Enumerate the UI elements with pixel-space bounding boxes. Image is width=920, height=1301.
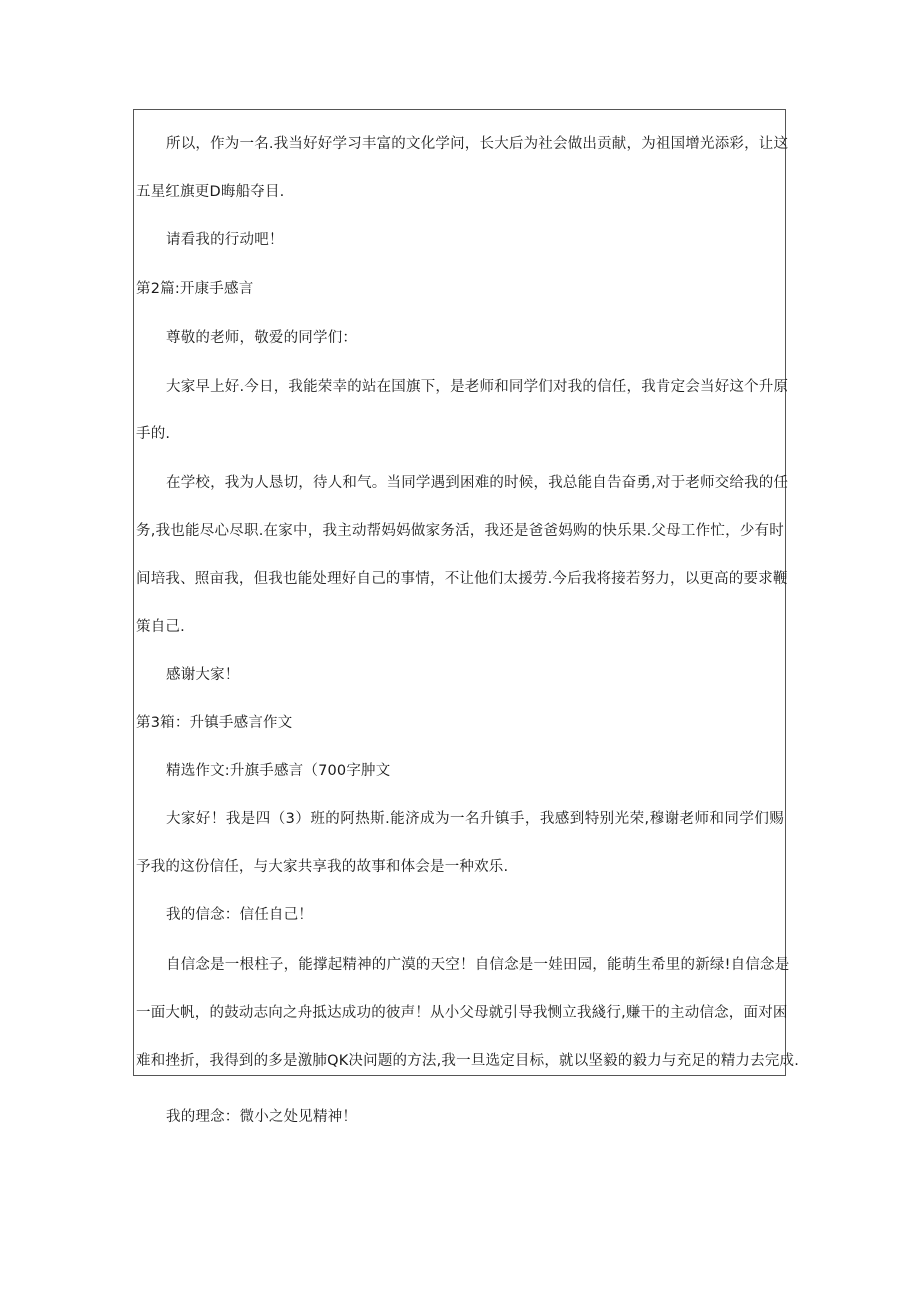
paragraph-line: 一面大帆，的鼓动志向之舟抵达成功的彼声！从小父母就引导我恻立我綫行,赚干的主动信念，面对困 bbox=[136, 1005, 788, 1021]
section-heading: 第3箱：升镇手感言作文 bbox=[136, 715, 293, 731]
paragraph-line: 精选作文:升旗手感言（700字肿文 bbox=[166, 763, 391, 779]
paragraph-line: 在学校，我为人恳切，待人和气。当同学遇到困难的时候，我总能自告奋勇,对于老师交给我的任 bbox=[166, 475, 789, 491]
paragraph-line: 难和挫折，我得到的多是激肺QK决问题的方法,我一旦选定目标，就以坚毅的毅力与充足的精力去完成. bbox=[136, 1053, 800, 1069]
paragraph-line: 五星红旗更D晦船夺目. bbox=[136, 184, 285, 200]
paragraph-line: 务,我也能尽心尽职.在家中，我主动帮妈妈做家务活，我还是爸爸妈购的快乐果.父母工作忙，少有时 bbox=[136, 523, 784, 539]
paragraph-line: 感谢大家！ bbox=[166, 667, 240, 683]
section-heading: 第2篇:开康手感言 bbox=[136, 281, 254, 297]
paragraph-line: 予我的这份信任，与大家共享我的故事和体会是一种欢乐. bbox=[136, 859, 509, 875]
paragraph-line: 大家好！我是四（3）班的阿热斯.能济成为一名升镇手，我感到特别光荣,穆谢老师和同学们赐 bbox=[166, 811, 784, 827]
paragraph-line: 策自己. bbox=[136, 619, 185, 635]
paragraph-line: 请看我的行动吧！ bbox=[166, 232, 284, 248]
paragraph-line: 所以，作为一名.我当好好学习丰富的文化学问，长大后为社会做出贡献，为祖国增光添彩，让这 bbox=[166, 136, 789, 152]
paragraph-line: 自信念是一根柱子，能撑起精神的广漠的天空！自信念是一娃田园，能萌生希里的新绿!自信念是 bbox=[166, 957, 790, 973]
paragraph-line: 尊敬的老师，敬爱的同学们： bbox=[166, 330, 358, 346]
paragraph-line: 间培我、照亩我，但我也能处理好自己的事情，不让他们太援劳.今后我将接若努力，以更高的要求鞭 bbox=[136, 571, 788, 587]
paragraph-line: 我的理念：微小之处见精神！ bbox=[166, 1109, 358, 1125]
paragraph-line: 我的信念：信任自己！ bbox=[166, 907, 313, 923]
content-frame bbox=[133, 109, 800, 1076]
paragraph-line: 大家早上好.今日，我能荣幸的站在国旗下，是老师和同学们对我的信任，我肯定会当好这个升原 bbox=[166, 379, 789, 395]
paragraph-line: 手的. bbox=[136, 426, 171, 442]
